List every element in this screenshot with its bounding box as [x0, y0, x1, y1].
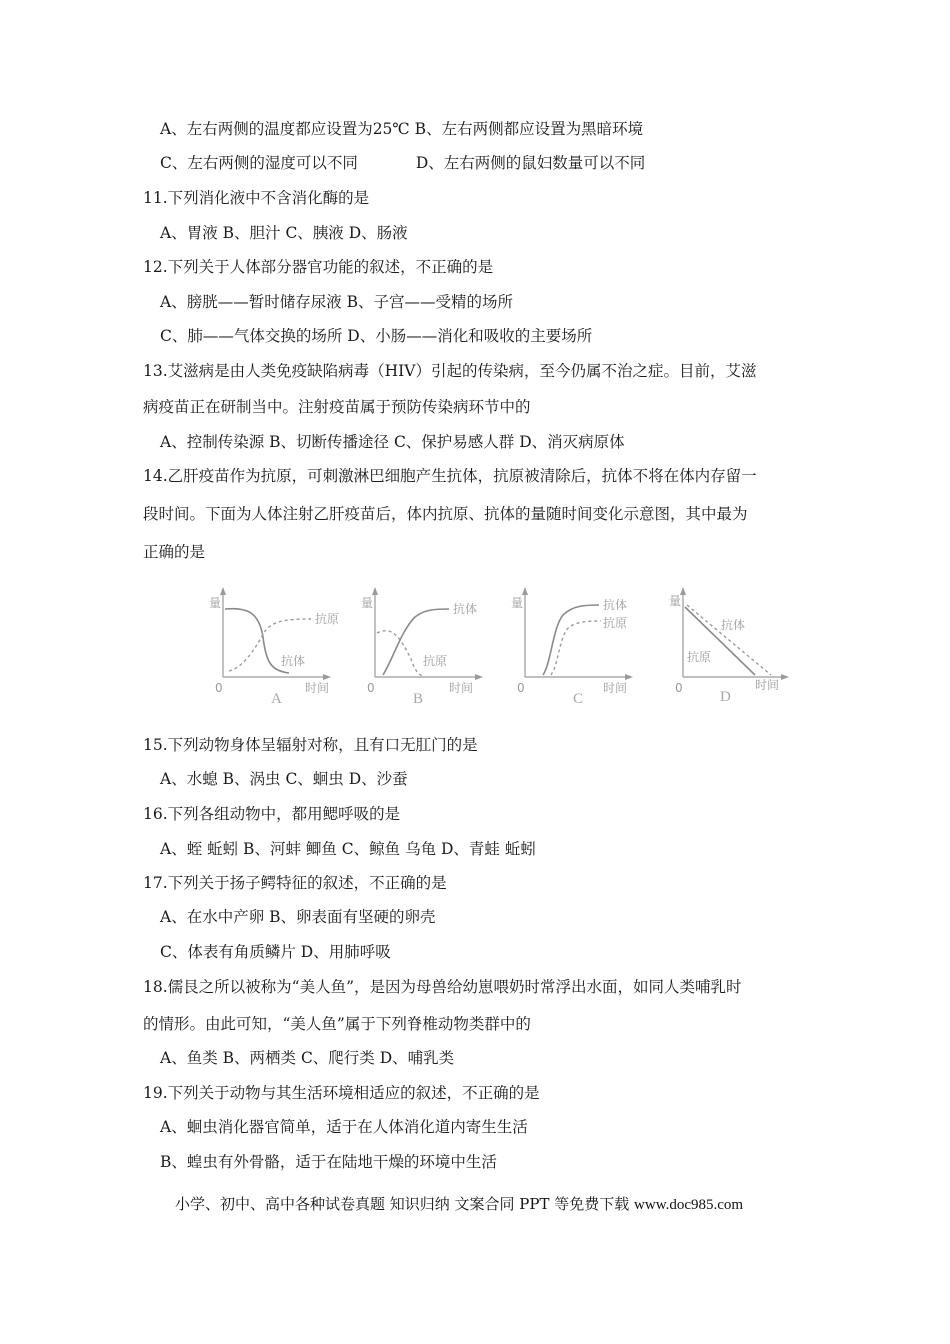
- graph-d-antigen-label: 抗原: [687, 650, 712, 664]
- q10-options-row1: A、左右两侧的温度都应设置为25℃ B、左右两侧都应设置为黑暗环境: [160, 120, 644, 138]
- graph-b-antigen-label: 抗原: [423, 654, 448, 668]
- graph-c-origin: 0: [517, 681, 525, 695]
- q12-options-row2: C、肺——气体交换的场所 D、小肠——消化和吸收的主要场所: [160, 327, 593, 345]
- q10-options-row2: [160, 153, 645, 173]
- graph-d: [665, 567, 815, 707]
- graph-c-antibody-curve: [543, 605, 599, 675]
- graph-d-origin: 0: [675, 681, 683, 695]
- q19-option-a: A、蛔虫消化器官简单，适于在人体消化道内寄生生活: [160, 1118, 528, 1136]
- footer-url[interactable]: www.doc985.com: [634, 1197, 744, 1213]
- graph-b-letter: B: [413, 691, 424, 707]
- graph-c-antigen-curve: [551, 621, 601, 675]
- page-footer: [175, 1193, 743, 1214]
- q19-stem: 19.下列关于动物与其生活环境相适应的叙述，不正确的是: [143, 1084, 540, 1102]
- graph-c-antibody-label: 抗体: [603, 598, 628, 612]
- footer-text: 小学、初中、高中各种试卷真题 知识归纳 文案合同 PPT 等免费下载: [175, 1195, 630, 1213]
- graph-d-y-label: 量: [669, 594, 682, 608]
- q18-stem-line2: 的情形。由此可知，“美人鱼”属于下列脊椎动物类群中的: [143, 1015, 531, 1033]
- graph-a: [205, 567, 345, 707]
- graph-b-origin: 0: [367, 681, 375, 695]
- q16-options: A、蛭 蚯蚓 B、河蚌 鲫鱼 C、鲸鱼 乌龟 D、青蛙 蚯蚓: [160, 840, 536, 858]
- q12-options-row1: A、膀胱——暂时储存尿液 B、子宫——受精的场所: [160, 293, 514, 311]
- q17-options-row1: A、在水中产卵 B、卵表面有坚硬的卵壳: [160, 908, 436, 926]
- q15-options: A、水螅 B、涡虫 C、蛔虫 D、沙蚕: [160, 770, 408, 788]
- q19-option-b: B、蝗虫有外骨骼，适于在陆地干燥的环境中生活: [160, 1153, 497, 1171]
- q13-options: A、控制传染源 B、切断传播途径 C、保护易感人群 D、消灭病原体: [160, 433, 625, 451]
- graph-c-y-label: 量: [511, 596, 524, 610]
- q10-option-d: D、左右两侧的鼠妇数量可以不同: [415, 154, 646, 172]
- q18-stem-line1: 18.儒艮之所以被称为“美人鱼”，是因为母兽给幼崽喂奶时常浮出水面，如同人类哺乳时: [143, 978, 742, 996]
- graph-b-y-label: 量: [361, 596, 374, 610]
- graph-a-antibody-label: 抗体: [281, 654, 306, 668]
- graph-b-antibody-label: 抗体: [453, 602, 478, 616]
- graph-d-x-label: 时间: [755, 678, 780, 692]
- graph-b-antigen-curve: [377, 631, 423, 676]
- q14-graph-options: [195, 567, 815, 707]
- q14-stem-line3: 正确的是: [143, 543, 206, 561]
- q12-stem: 12.下列关于人体部分器官功能的叙述，不正确的是: [143, 258, 494, 276]
- q14-stem-line1: 14.乙肝疫苗作为抗原，可刺激淋巴细胞产生抗体，抗原被清除后，抗体不将在体内存留一: [143, 467, 757, 485]
- q17-options-row2: C、体表有角质鳞片 D、用肺呼吸: [160, 943, 391, 961]
- graph-c: [507, 567, 647, 707]
- q16-stem: 16.下列各组动物中，都用鳃呼吸的是: [143, 805, 401, 823]
- q18-options: A、鱼类 B、两栖类 C、爬行类 D、哺乳类: [160, 1049, 455, 1067]
- graph-a-antigen-label: 抗原: [315, 612, 340, 626]
- q11-stem: 11.下列消化液中不含消化酶的是: [143, 189, 370, 207]
- graph-b-x-label: 时间: [449, 681, 474, 695]
- q11-options: A、胃液 B、胆汁 C、胰液 D、肠液: [160, 224, 408, 242]
- graph-c-x-label: 时间: [603, 681, 628, 695]
- graph-a-antibody-curve: [225, 609, 289, 673]
- q10-option-c: C、左右两侧的湿度可以不同: [160, 154, 358, 172]
- graph-d-antigen-line: [687, 605, 771, 675]
- q17-stem: 17.下列关于扬子鳄特征的叙述，不正确的是: [143, 874, 447, 892]
- graph-c-antigen-label: 抗原: [603, 616, 628, 630]
- graph-c-letter: C: [573, 691, 584, 707]
- q14-stem-line2: 段时间。下面为人体注射乙肝疫苗后，体内抗原、抗体的量随时间变化示意图，其中最为: [143, 505, 748, 523]
- graph-a-y-label: 量: [209, 596, 222, 610]
- graph-b: [357, 567, 497, 707]
- graph-d-antibody-label: 抗体: [721, 618, 746, 632]
- q13-stem-line1: 13.艾滋病是由人类免疫缺陷病毒（HIV）引起的传染病，至今仍属不治之症。目前，艾滋: [143, 362, 757, 380]
- graph-a-x-label: 时间: [305, 681, 330, 695]
- q13-stem-line2: 病疫苗正在研制当中。注射疫苗属于预防传染病环节中的: [143, 398, 531, 416]
- q15-stem: 15.下列动物身体呈辐射对称，且有口无肛门的是: [143, 736, 478, 754]
- graph-a-letter: A: [271, 691, 282, 707]
- graph-d-letter: D: [720, 689, 731, 705]
- graph-a-origin: 0: [215, 681, 223, 695]
